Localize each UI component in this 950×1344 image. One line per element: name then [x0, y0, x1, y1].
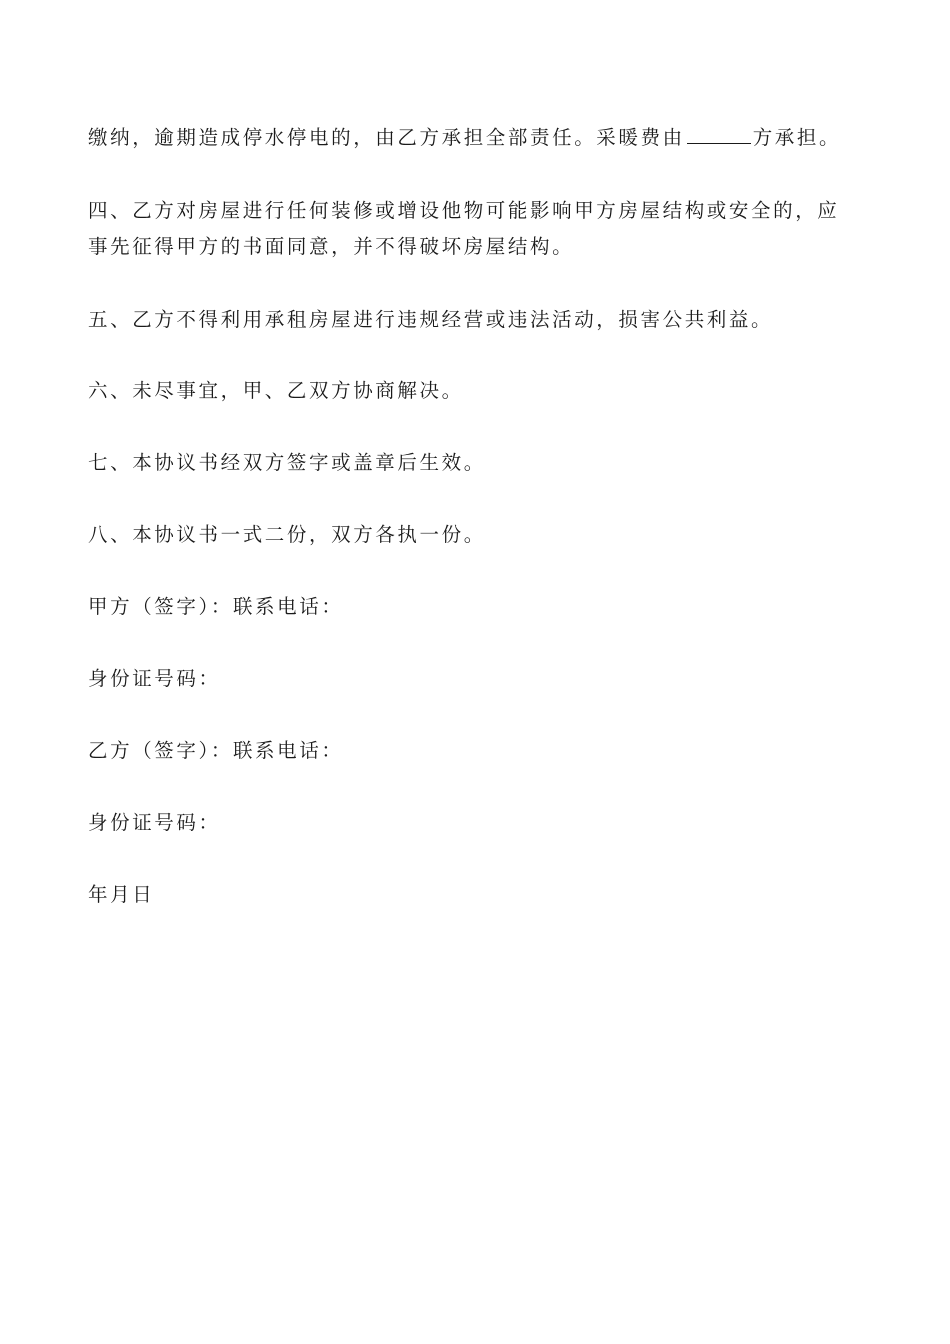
paragraph-no-illegal-use: 五、乙方不得利用承租房屋进行违规经营或违法活动，损害公共利益。 — [88, 308, 774, 331]
paragraph-utilities-fees — [88, 120, 864, 156]
paragraph-renovation-line1: 四、乙方对房屋进行任何装修或增设他物可能影响甲方房屋结构或安全的，应 — [88, 199, 840, 222]
party-a-id-line: 身份证号码： — [88, 667, 221, 690]
utilities-text: 缴纳，逾期造成停水停电的，由乙方承担全部责任。采暖费由 — [88, 126, 685, 149]
paragraph-unresolved-matters: 六、未尽事宜，甲、乙双方协商解决。 — [88, 379, 464, 402]
heating-fee-blank — [687, 125, 751, 144]
paragraph-renovation-line2: 事先征得甲方的书面同意，并不得破坏房屋结构。 — [88, 235, 575, 258]
date-line: 年月日 — [88, 883, 155, 906]
paragraph-effective-clause: 七、本协议书经双方签字或盖章后生效。 — [88, 451, 486, 474]
utilities-text-end: 方承担。 — [752, 126, 842, 149]
party-b-signature-line: 乙方（签字）：联系电话： — [88, 739, 344, 762]
paragraph-copies-clause: 八、本协议书一式二份，双方各执一份。 — [88, 523, 486, 546]
party-b-id-line: 身份证号码： — [88, 811, 221, 834]
party-a-signature-line: 甲方（签字）：联系电话： — [88, 595, 344, 618]
